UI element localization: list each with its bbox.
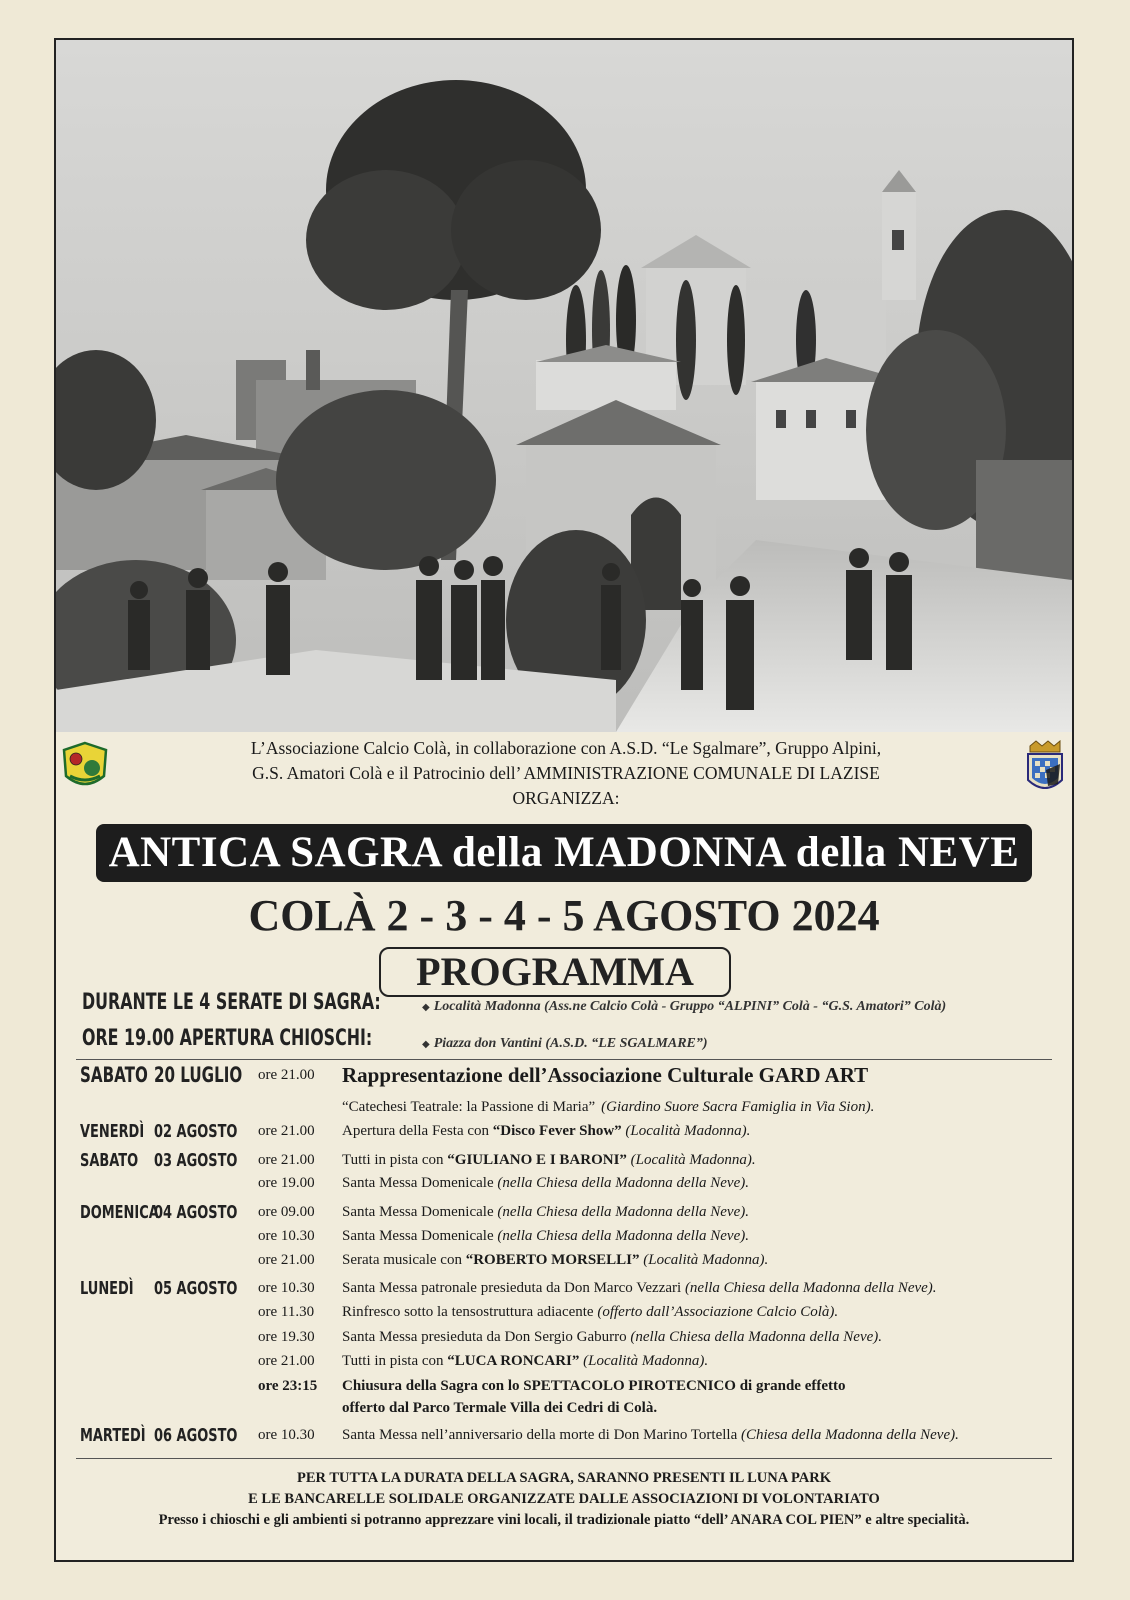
schedule-row xyxy=(56,1097,1072,1119)
schedule-time: ore 21.00 xyxy=(258,1123,315,1139)
schedule-description: Tutti in pista con “GIULIANO E I BARONI” (Località Madonna). xyxy=(342,1152,756,1168)
schedule-date: 20 LUGLIO xyxy=(154,1063,243,1087)
schedule-description: Tutti in pista con “LUCA RONCARI” (Località Madonna). xyxy=(342,1353,709,1369)
schedule-time: ore 10.30 xyxy=(258,1280,315,1296)
schedule-row xyxy=(56,1376,1072,1398)
schedule-date: 04 AGOSTO xyxy=(154,1202,238,1223)
schedule-description: Rinfresco sotto la tensostruttura adiacente (offerto dall’Associazione Calcio Colà). xyxy=(342,1304,839,1320)
intro-line-2: G.S. Amatori Colà e il Patrocinio dell’ AMMINISTRAZIONE COMUNALE DI LAZISE xyxy=(252,763,880,783)
schedule-time: ore 21.00 xyxy=(258,1067,315,1083)
schedule-description: Chiusura della Sagra con lo SPETTACOLO PIROTECNICO di grande effetto xyxy=(342,1378,846,1394)
schedule-time: ore 19.30 xyxy=(258,1329,315,1345)
schedule-day: LUNEDÌ xyxy=(80,1278,134,1299)
schedule-time: ore 21.00 xyxy=(258,1252,315,1268)
schedule-time: ore 19.00 xyxy=(258,1175,315,1191)
schedule-row xyxy=(56,1202,1072,1224)
historic-photo xyxy=(56,40,1072,732)
schedule-description: Santa Messa patronale presieduta da Don Marco Vezzari (nella Chiesa della Madonna della Neve). xyxy=(342,1280,937,1296)
schedule-day: SABATO xyxy=(80,1150,139,1171)
schedule-time: ore 11.30 xyxy=(258,1304,315,1320)
schedule-row xyxy=(56,1150,1072,1172)
schedule-row xyxy=(56,1425,1072,1447)
footer-notice xyxy=(56,1468,1072,1531)
schedule-row xyxy=(56,1226,1072,1248)
footer-line-2: E LE BANCARELLE SOLIDALE ORGANIZZATE DALLE ASSOCIAZIONI DI VOLONTARIATO xyxy=(248,1491,880,1507)
schedule-row xyxy=(56,1327,1072,1349)
organizers-intro xyxy=(116,736,1016,811)
schedule-time: ore 21.00 xyxy=(258,1353,315,1369)
schedule-description: Santa Messa Domenicale (nella Chiesa della Madonna della Neve). xyxy=(342,1228,749,1244)
schedule-description: offerto dal Parco Termale Villa dei Cedri di Colà. xyxy=(342,1400,658,1416)
divider xyxy=(76,1059,1052,1060)
schedule-day: VENERDÌ xyxy=(80,1121,145,1142)
schedule-date: 02 AGOSTO xyxy=(154,1121,238,1142)
schedule-row xyxy=(56,1065,1072,1087)
serate-label: DURANTE LE 4 SERATE DI SAGRA: xyxy=(82,990,381,1015)
location-2: ◆ Piazza don Vantini (A.S.D. “LE SGALMARE”) xyxy=(422,1036,708,1051)
schedule-time: ore 21.00 xyxy=(258,1152,315,1168)
divider xyxy=(76,1458,1052,1459)
programma-heading: PROGRAMMA xyxy=(379,947,731,997)
schedule-day: MARTEDÌ xyxy=(80,1425,146,1446)
schedule-row xyxy=(56,1278,1072,1300)
schedule-date: 03 AGOSTO xyxy=(154,1150,238,1171)
event-title-banner: ANTICA SAGRA della MADONNA della NEVE xyxy=(96,824,1032,882)
schedule-row xyxy=(56,1250,1072,1272)
lazise-coat-of-arms-icon xyxy=(1024,740,1066,798)
schedule-date: 05 AGOSTO xyxy=(154,1278,238,1299)
schedule-description: Rappresentazione dell’Associazione Culturale GARD ART xyxy=(342,1063,869,1087)
schedule-description: Apertura della Festa con “Disco Fever Show” (Località Madonna). xyxy=(342,1123,751,1139)
schedule-day: DOMENICA xyxy=(80,1202,159,1223)
schedule-row xyxy=(56,1173,1072,1195)
schedule-description: Santa Messa Domenicale (nella Chiesa della Madonna della Neve). xyxy=(342,1204,749,1220)
schedule-description: Santa Messa presieduta da Don Sergio Gaburro (nella Chiesa della Madonna della Neve). xyxy=(342,1329,883,1345)
schedule-row xyxy=(56,1302,1072,1324)
schedule-time: ore 09.00 xyxy=(258,1204,315,1220)
chioschi-label: ORE 19.00 APERTURA CHIOSCHI: xyxy=(82,1026,373,1051)
schedule-description: Serata musicale con “ROBERTO MORSELLI” (Località Madonna). xyxy=(342,1252,769,1268)
schedule-date: 06 AGOSTO xyxy=(154,1425,238,1446)
intro-line-1: L’Associazione Calcio Colà, in collaborazione con A.S.D. “Le Sgalmare”, Gruppo Alpini, xyxy=(250,738,882,758)
schedule-day: SABATO xyxy=(80,1063,148,1087)
footer-line-1: PER TUTTA LA DURATA DELLA SAGRA, SARANNO PRESENTI IL LUNA PARK xyxy=(296,1470,832,1486)
schedule-description: “Catechesi Teatrale: la Passione di Maria” (Giardino Suore Sacra Famiglia in Via Sion). xyxy=(342,1099,875,1115)
schedule-time: ore 23:15 xyxy=(258,1378,318,1394)
schedule-row xyxy=(56,1351,1072,1373)
location-1: ◆ Località Madonna (Ass.ne Calcio Colà - Gruppo “ALPINI” Colà - “G.S. Amatori” Colà) xyxy=(422,999,947,1014)
schedule-time: ore 10.30 xyxy=(258,1427,315,1443)
schedule-description: Santa Messa nell’anniversario della morte di Don Marino Tortella (Chiesa della Madonna della Neve). xyxy=(342,1427,959,1443)
footer-line-3: Presso i chioschi e gli ambienti si potranno apprezzare vini locali, il tradizionale piatto “dell’ ANARA COL PIEN” e altre specialità. xyxy=(158,1512,970,1528)
poster-frame xyxy=(54,38,1074,1562)
calcio-cola-logo xyxy=(60,740,110,794)
intro-line-3: ORGANIZZA: xyxy=(512,788,620,808)
schedule-time: ore 10.30 xyxy=(258,1228,315,1244)
schedule-description: Santa Messa Domenicale (nella Chiesa della Madonna della Neve). xyxy=(342,1175,749,1191)
schedule-row xyxy=(56,1398,1072,1420)
event-dates: COLÀ 2 - 3 - 4 - 5 AGOSTO 2024 xyxy=(248,891,880,940)
schedule-row xyxy=(56,1121,1072,1143)
